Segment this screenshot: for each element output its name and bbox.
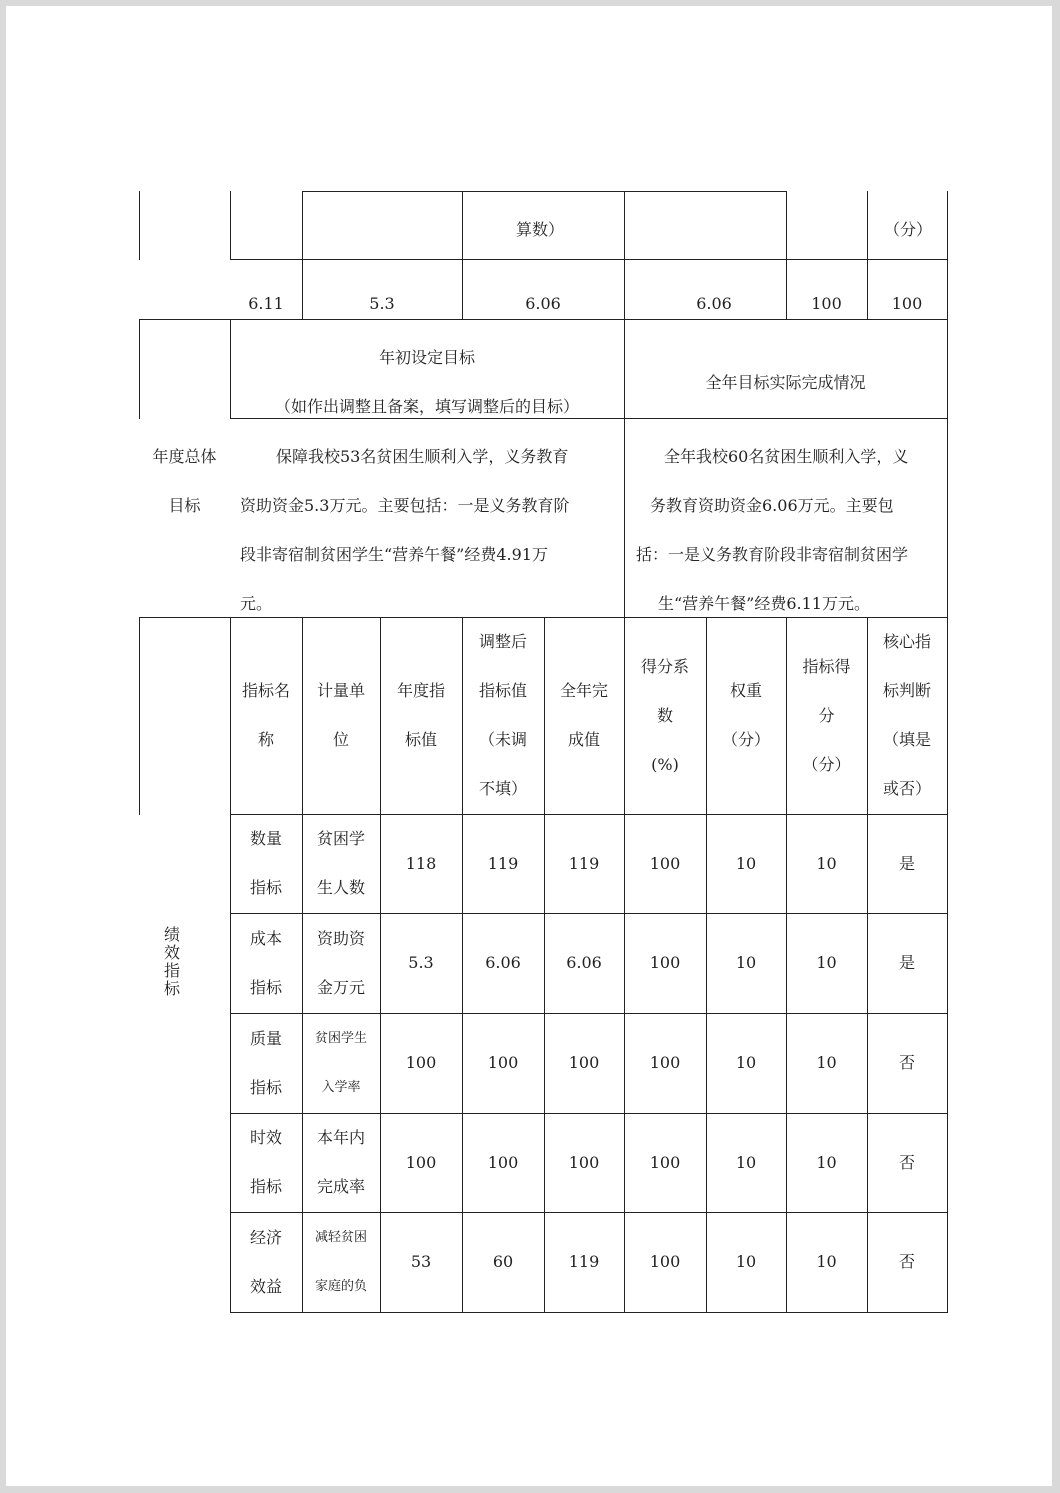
table-header-cell: 指标名 称 bbox=[241, 681, 290, 749]
weight-cell: 10 bbox=[735, 1152, 757, 1172]
table-header-cell: 全年完 成值 bbox=[559, 681, 608, 749]
overall-goal-label: 目标 bbox=[168, 496, 201, 515]
table-header-cell: 指标得 分 （分） bbox=[802, 656, 851, 774]
indicator-score-cell: 10 bbox=[816, 953, 837, 972]
top-value-cell: 5.3 bbox=[369, 294, 395, 313]
table-rule bbox=[230, 191, 231, 260]
indicator-score-cell: 10 bbox=[816, 1252, 837, 1271]
annual-value-cell: 118 bbox=[405, 853, 437, 873]
table-rule bbox=[947, 191, 948, 320]
table-rule bbox=[139, 319, 948, 320]
indicator-name-cell: 数量 指标 bbox=[249, 829, 282, 897]
actual-goal-text: 务教育资助资金6.06万元。主要包 bbox=[650, 496, 894, 515]
core-indicator-cell: 是 bbox=[898, 953, 915, 972]
adjusted-value-cell: 60 bbox=[492, 1252, 514, 1271]
table-header-cell: 核心指 标判断 （填是 或否） bbox=[882, 632, 931, 798]
weight-cell: 10 bbox=[735, 853, 757, 873]
table-rule bbox=[230, 1212, 948, 1213]
annual-value-cell: 100 bbox=[405, 1053, 437, 1072]
document-page bbox=[6, 6, 1052, 1486]
indicator-unit-cell: 减轻贫困 家庭的负 bbox=[314, 1229, 367, 1294]
top-header-col-d-tail: 算数） bbox=[515, 220, 564, 239]
score-coef-cell: 100 bbox=[649, 853, 681, 873]
top-value-cell: 100 bbox=[891, 294, 923, 313]
table-rule bbox=[139, 191, 140, 260]
indicator-unit-cell: 资助资 金万元 bbox=[316, 928, 365, 997]
actual-value-cell: 119 bbox=[568, 1252, 600, 1271]
annual-value-cell: 100 bbox=[405, 1152, 437, 1172]
table-rule bbox=[230, 913, 948, 914]
planned-goal-text: 资助资金5.3万元。主要包括：一是义务教育阶 bbox=[240, 496, 570, 515]
actual-goal-text: 全年我校60名贫困生顺利入学，义 bbox=[664, 447, 909, 466]
annual-value-cell: 5.3 bbox=[408, 953, 434, 972]
table-rule bbox=[786, 191, 787, 320]
score-coef-cell: 100 bbox=[649, 953, 681, 972]
table-rule bbox=[624, 191, 625, 320]
table-header-cell: 年度指 标值 bbox=[396, 681, 445, 749]
actual-goal-heading: 全年目标实际完成情况 bbox=[705, 373, 866, 392]
top-header-col-h-tail: （分） bbox=[883, 220, 932, 239]
core-indicator-cell: 是 bbox=[898, 853, 915, 873]
table-rule bbox=[230, 418, 948, 419]
score-coef-cell: 100 bbox=[649, 1053, 681, 1072]
adjusted-value-cell: 6.06 bbox=[485, 953, 521, 972]
table-rule bbox=[230, 319, 231, 419]
table-rule bbox=[230, 1312, 948, 1313]
table-header-cell: 计量单 位 bbox=[316, 681, 365, 749]
adjusted-value-cell: 119 bbox=[487, 853, 519, 873]
indicator-name-cell: 成本 指标 bbox=[249, 928, 282, 997]
actual-value-cell: 119 bbox=[568, 853, 600, 873]
table-rule bbox=[947, 617, 948, 1313]
actual-value-cell: 6.06 bbox=[566, 953, 602, 972]
table-rule bbox=[302, 191, 303, 320]
performance-section-label: 绩 效 指 标 bbox=[163, 925, 180, 998]
top-value-cell: 100 bbox=[811, 294, 842, 313]
table-rule bbox=[947, 319, 948, 618]
weight-cell: 10 bbox=[735, 1252, 757, 1271]
indicator-name-cell: 经济 效益 bbox=[249, 1227, 282, 1296]
planned-goal-text: 保障我校53名贫困生顺利入学，义务教育 bbox=[276, 447, 569, 466]
table-rule bbox=[139, 319, 140, 419]
planned-goal-text: 元。 bbox=[240, 594, 273, 613]
table-rule bbox=[139, 617, 140, 815]
core-indicator-cell: 否 bbox=[898, 1053, 915, 1072]
adjusted-value-cell: 100 bbox=[487, 1053, 519, 1072]
table-rule bbox=[867, 191, 868, 320]
table-rule bbox=[230, 259, 948, 260]
table-rule bbox=[230, 814, 948, 815]
core-indicator-cell: 否 bbox=[898, 1252, 915, 1271]
top-value-cell: 6.06 bbox=[525, 294, 561, 313]
indicator-name-cell: 质量 指标 bbox=[249, 1028, 282, 1097]
core-indicator-cell: 否 bbox=[898, 1152, 915, 1172]
table-header-cell: 得分系 数 (%) bbox=[640, 656, 689, 774]
table-rule bbox=[230, 1113, 948, 1114]
overall-goal-label: 年度总体 bbox=[152, 447, 217, 466]
score-coef-cell: 100 bbox=[649, 1252, 681, 1271]
indicator-score-cell: 10 bbox=[816, 1152, 837, 1172]
planned-goal-text: 段非寄宿制贫困学生“营养午餐”经费4.91万 bbox=[240, 545, 548, 564]
indicator-unit-cell: 本年内 完成率 bbox=[316, 1128, 365, 1196]
table-rule bbox=[462, 191, 463, 320]
table-rule bbox=[624, 319, 625, 618]
indicator-unit-cell: 贫困学生 入学率 bbox=[314, 1030, 367, 1095]
adjusted-value-cell: 100 bbox=[487, 1152, 519, 1172]
actual-value-cell: 100 bbox=[568, 1152, 600, 1172]
score-coef-cell: 100 bbox=[649, 1152, 681, 1172]
table-rule bbox=[230, 1013, 948, 1014]
table-header-cell: 调整后 指标值 （未调 不填） bbox=[478, 632, 527, 798]
table-rule bbox=[302, 191, 787, 192]
actual-goal-text: 生“营养午餐”经费6.11万元。 bbox=[658, 594, 870, 613]
table-header-cell: 权重 （分） bbox=[721, 681, 770, 749]
top-value-cell: 6.06 bbox=[696, 294, 732, 313]
top-value-cell: 6.11 bbox=[248, 294, 284, 313]
indicator-unit-cell: 贫困学 生人数 bbox=[316, 829, 365, 897]
indicator-score-cell: 10 bbox=[816, 1053, 837, 1072]
weight-cell: 10 bbox=[735, 1053, 757, 1072]
actual-value-cell: 100 bbox=[568, 1053, 600, 1072]
annual-value-cell: 53 bbox=[410, 1252, 432, 1271]
indicator-name-cell: 时效 指标 bbox=[249, 1128, 282, 1196]
indicator-score-cell: 10 bbox=[816, 853, 837, 873]
planned-goal-heading-note: （如作出调整且备案，填写调整后的目标） bbox=[274, 397, 579, 416]
weight-cell: 10 bbox=[735, 953, 757, 972]
actual-goal-text: 括：一是义务教育阶段非寄宿制贫困学 bbox=[636, 545, 909, 564]
planned-goal-heading: 年初设定目标 bbox=[378, 348, 475, 367]
